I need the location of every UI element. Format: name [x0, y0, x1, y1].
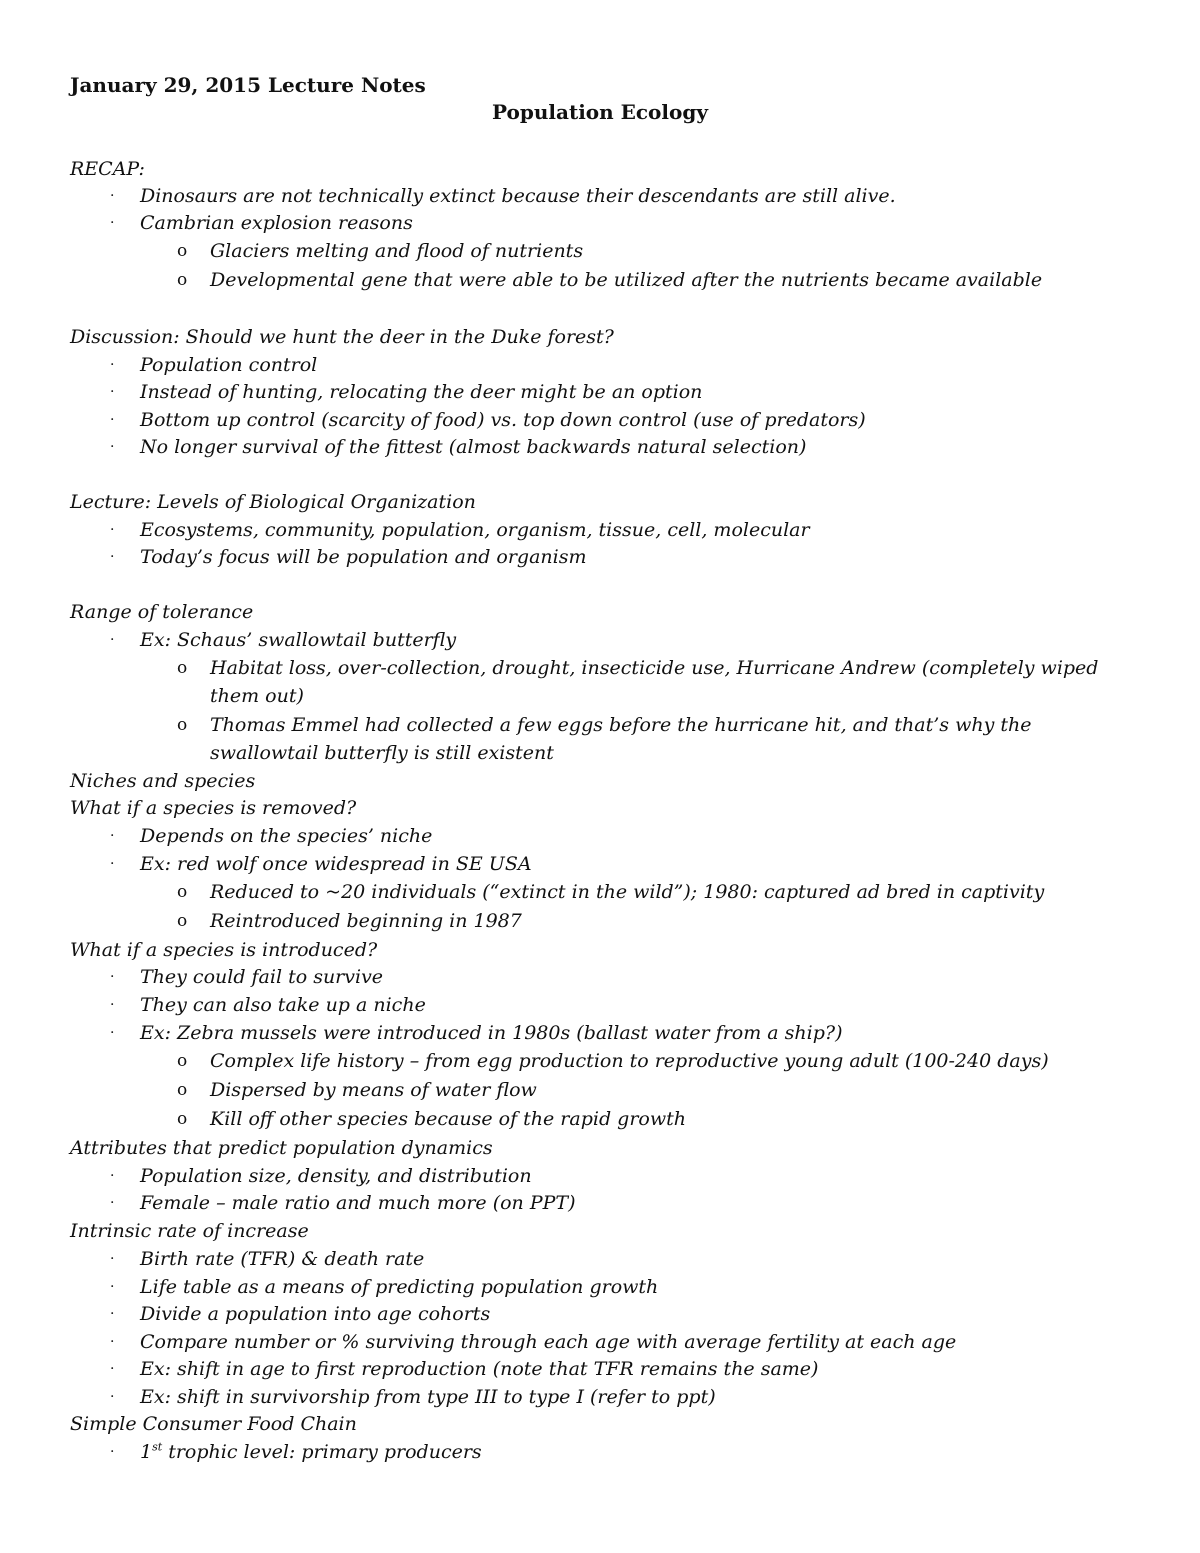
trophic-level-text: trophic level: primary producers — [162, 1441, 482, 1463]
bullet: · — [110, 1168, 115, 1184]
tolerance-heading: Range of tolerance — [70, 601, 254, 623]
list-item: They could fail to survive — [140, 966, 384, 988]
sub-list-item: Complex life history – from egg production to reproductive young adult (100-240 days) — [210, 1050, 1049, 1072]
list-item: Female – male ratio and much more (on PPT) — [140, 1192, 576, 1214]
sub-list-item: Habitat loss, over-collection, drought, insecticide use, Hurricane Andrew (completely wiped — [210, 657, 1099, 679]
niches-heading: Niches and species — [70, 770, 256, 792]
list-item: Ex: shift in age to first reproduction (note that TFR remains the same) — [140, 1358, 819, 1380]
list-item: Ecosystems, community, population, organism, tissue, cell, molecular — [140, 519, 810, 541]
list-item: Cambrian explosion reasons — [140, 212, 413, 234]
list-item: They can also take up a niche — [140, 994, 426, 1016]
bullet: · — [110, 1334, 115, 1350]
bullet: · — [110, 439, 115, 455]
list-item: Today’s focus will be population and organism — [140, 546, 587, 568]
list-item: Ex: Schaus’ swallowtail butterfly — [140, 629, 457, 651]
list-item: Population control — [140, 354, 318, 376]
bullet: · — [110, 1251, 115, 1267]
sub-bullet: o — [177, 1109, 188, 1129]
intrinsic-heading: Intrinsic rate of increase — [70, 1220, 309, 1242]
bullet: · — [110, 1195, 115, 1211]
bullet: · — [110, 412, 115, 428]
bullet: · — [110, 969, 115, 985]
sub-list-item-continuation: swallowtail butterfly is still existent — [210, 742, 554, 764]
list-item: Instead of hunting, relocating the deer might be an option — [140, 381, 703, 403]
document-topic-title: Population Ecology — [492, 100, 708, 124]
list-item: Divide a population into age cohorts — [140, 1303, 491, 1325]
discussion-heading: Discussion: Should we hunt the deer in the Duke forest? — [70, 326, 614, 348]
removed-heading: What if a species is removed? — [70, 797, 357, 819]
bullet: · — [110, 828, 115, 844]
sub-bullet: o — [177, 715, 188, 735]
sub-list-item: Kill off other species because of the rapid growth — [210, 1108, 686, 1130]
list-item: Bottom up control (scarcity of food) vs. top down control (use of predators) — [140, 409, 866, 431]
sub-bullet: o — [177, 270, 188, 290]
sub-list-item: Thomas Emmel had collected a few eggs before the hurricane hit, and that’s why the — [210, 714, 1032, 736]
sub-list-item: Reduced to ~20 individuals (“extinct in the wild”); 1980: captured ad bred in captivity — [210, 881, 1045, 903]
list-item: Ex: Zebra mussels were introduced in 1980s (ballast water from a ship?) — [140, 1022, 843, 1044]
bullet: · — [110, 632, 115, 648]
recap-heading: RECAP: — [70, 158, 145, 180]
ordinal-suffix: st — [152, 1440, 163, 1454]
sub-list-item: Reintroduced beginning in 1987 — [210, 910, 522, 932]
bullet: · — [110, 188, 115, 204]
bullet: · — [110, 1025, 115, 1041]
sub-list-item-continuation: them out) — [210, 685, 304, 707]
lecture-heading: Lecture: Levels of Biological Organization — [70, 491, 476, 513]
bullet: · — [110, 384, 115, 400]
sub-bullet: o — [177, 1051, 188, 1071]
list-item: Life table as a means of predicting population growth — [140, 1276, 659, 1298]
trophic-level-number: 1 — [140, 1441, 153, 1463]
bullet: · — [110, 522, 115, 538]
bullet: · — [110, 997, 115, 1013]
introduced-heading: What if a species is introduced? — [70, 939, 378, 961]
sub-bullet: o — [177, 911, 188, 931]
bullet: · — [110, 357, 115, 373]
sub-bullet: o — [177, 882, 188, 902]
bullet: · — [110, 1389, 115, 1405]
bullet: · — [110, 1279, 115, 1295]
bullet: · — [110, 215, 115, 231]
sub-bullet: o — [177, 658, 188, 678]
sub-list-item: Developmental gene that were able to be utilized after the nutrients became available — [210, 269, 1043, 291]
bullet: · — [110, 1361, 115, 1377]
bullet: · — [110, 856, 115, 872]
bullet: · — [110, 1306, 115, 1322]
food-chain-heading: Simple Consumer Food Chain — [70, 1413, 357, 1435]
sub-bullet: o — [177, 241, 188, 261]
bullet: · — [110, 549, 115, 565]
list-item: Depends on the species’ niche — [140, 825, 433, 847]
sub-list-item: Dispersed by means of water flow — [210, 1079, 537, 1101]
attributes-heading: Attributes that predict population dynamics — [70, 1137, 493, 1159]
list-item: Dinosaurs are not technically extinct because their descendants are still alive. — [140, 185, 896, 207]
list-item: No longer survival of the fittest (almost backwards natural selection) — [140, 436, 807, 458]
bullet: · — [110, 1444, 115, 1460]
sub-list-item: Glaciers melting and flood of nutrients — [210, 240, 584, 262]
sub-bullet: o — [177, 1080, 188, 1100]
list-item: Ex: shift in survivorship from type III to type I (refer to ppt) — [140, 1386, 716, 1408]
document-date-title: January 29, 2015 Lecture Notes — [70, 73, 426, 97]
list-item: Compare number or % surviving through each age with average fertility at each age — [140, 1331, 957, 1353]
list-item: Birth rate (TFR) & death rate — [140, 1248, 425, 1270]
list-item — [140, 1438, 482, 1466]
list-item: Ex: red wolf once widespread in SE USA — [140, 853, 532, 875]
list-item: Population size, density, and distribution — [140, 1165, 532, 1187]
